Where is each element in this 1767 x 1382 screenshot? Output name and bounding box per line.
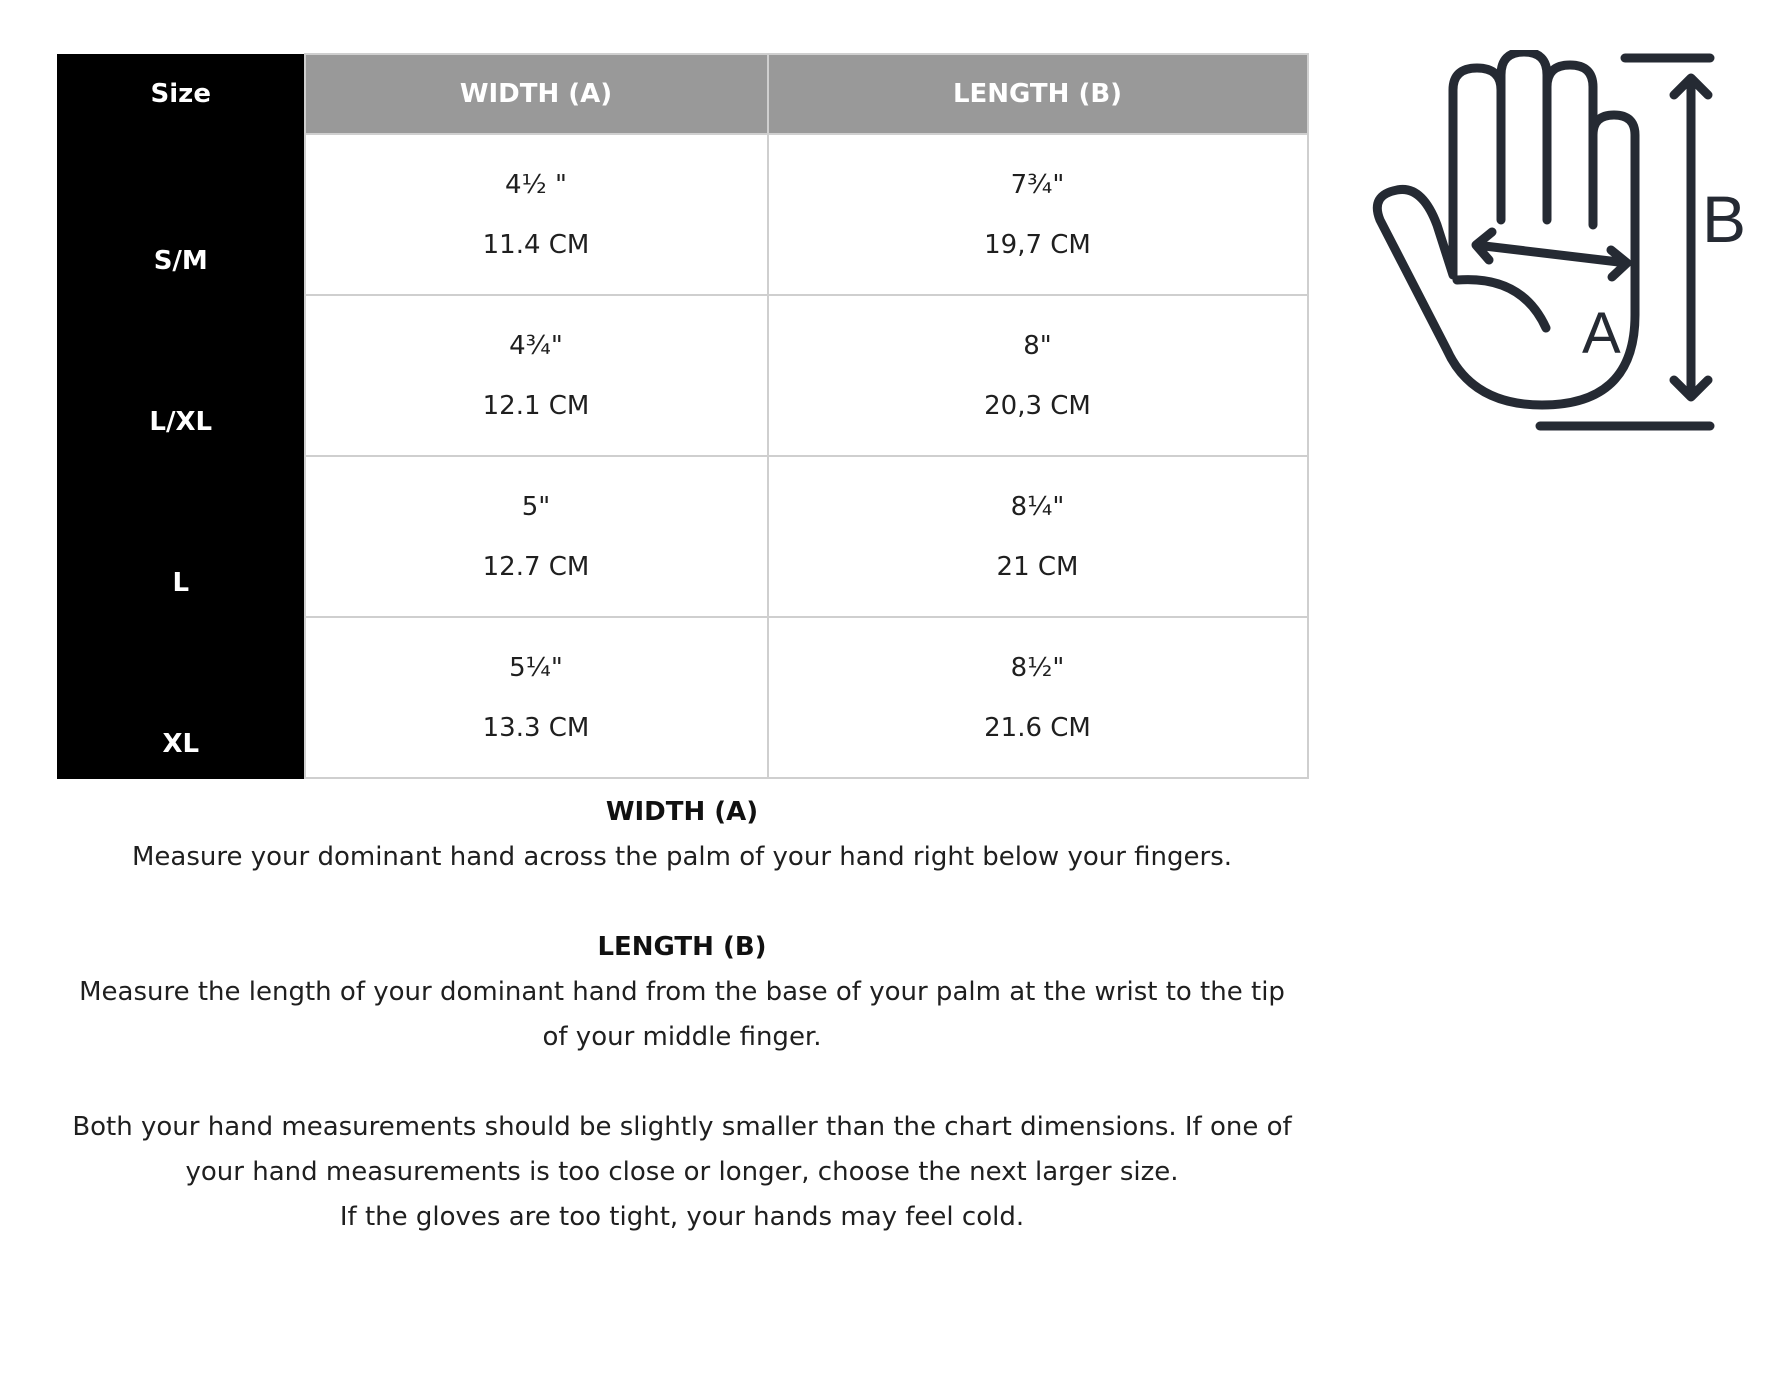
- advice-line-1: Both your hand measurements should be slightly smaller than the chart dimensions. If one of: [72, 1112, 1292, 1142]
- label-b: B: [1702, 182, 1747, 256]
- advice-line-3: If the gloves are too tight, your hands may feel cold.: [339, 1202, 1025, 1232]
- width-inches: 5": [521, 491, 551, 522]
- length-inches: 7¾": [1010, 169, 1065, 200]
- width-cm: 12.1 CM: [482, 390, 590, 421]
- width-text: Measure your dominant hand across the palm of your hand right below your fingers.: [131, 842, 1233, 872]
- length-inches: 8½": [1010, 652, 1065, 683]
- width-column-header: WIDTH (A): [305, 54, 768, 134]
- length-inches: 8¼": [1010, 491, 1065, 522]
- length-cm: 19,7 CM: [984, 229, 1091, 260]
- length-column-header: LENGTH (B): [768, 54, 1308, 134]
- width-title: WIDTH (A): [605, 797, 759, 827]
- length-cell: [768, 456, 1308, 617]
- length-cm: 21 CM: [996, 551, 1079, 582]
- width-inches: 4¾": [509, 330, 563, 361]
- thumb-crease: [1457, 280, 1546, 328]
- width-cell: [305, 456, 768, 617]
- width-cm: 13.3 CM: [482, 712, 590, 743]
- length-cm: 21.6 CM: [984, 712, 1091, 743]
- size-cell: XL: [58, 617, 305, 778]
- width-arrow: [1476, 232, 1627, 277]
- table-row: [58, 617, 1308, 778]
- label-a: A: [1582, 301, 1621, 366]
- size-cell: L: [58, 456, 305, 617]
- width-cell: [305, 295, 768, 456]
- length-cell: [768, 295, 1308, 456]
- size-cell: S/M: [58, 134, 305, 295]
- size-column-header: Size: [58, 54, 305, 134]
- width-inches: 4½ ": [505, 169, 567, 200]
- table-row: [58, 295, 1308, 456]
- advice-line-2: your hand measurements is too close or longer, choose the next larger size.: [185, 1157, 1179, 1187]
- hand-measurement-icon: [1362, 50, 1752, 442]
- width-cell: [305, 134, 768, 295]
- width-inches: 5¼": [509, 652, 563, 683]
- length-cell: [768, 134, 1308, 295]
- table-header-row: [58, 54, 1308, 134]
- size-chart-table: [57, 53, 1309, 779]
- measurement-instructions: [57, 790, 1307, 1240]
- size-cell: L/XL: [58, 295, 305, 456]
- width-cm: 11.4 CM: [482, 229, 590, 260]
- length-cm: 20,3 CM: [984, 390, 1091, 421]
- length-cell: [768, 617, 1308, 778]
- width-cm: 12.7 CM: [482, 551, 590, 582]
- width-cell: [305, 617, 768, 778]
- length-text-line-1: Measure the length of your dominant hand from the base of your palm at the wrist to the tip: [79, 977, 1285, 1007]
- length-title: LENGTH (B): [597, 932, 767, 962]
- length-inches: 8": [1023, 330, 1052, 361]
- table-row: [58, 134, 1308, 295]
- length-text-line-2: of your middle finger.: [542, 1022, 822, 1052]
- table-row: [58, 456, 1308, 617]
